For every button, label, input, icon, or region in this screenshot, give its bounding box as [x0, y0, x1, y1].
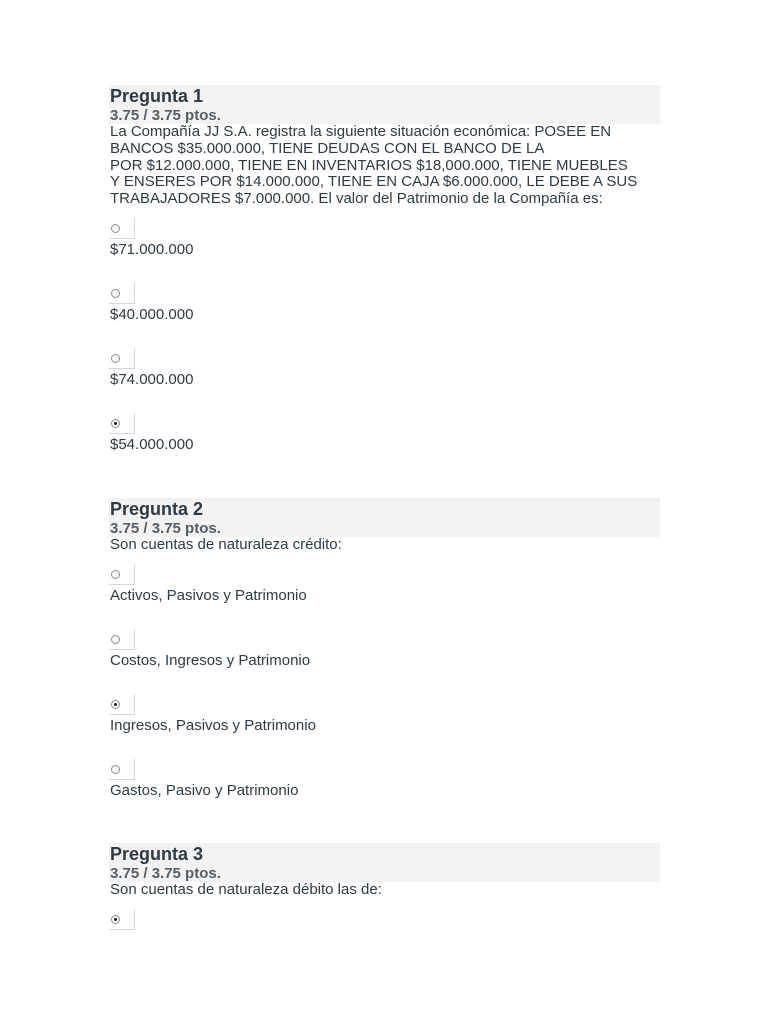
- answer-option[interactable]: [109, 218, 660, 283]
- radio-circle-icon[interactable]: [111, 765, 120, 774]
- question-3: [109, 843, 660, 974]
- radio-button[interactable]: [109, 694, 135, 715]
- answer-label: $54.000.000: [110, 435, 194, 453]
- question-text: La Compañía JJ S.A. registra la siguiente situación económica: POSEE EN BANCOS $35.000.000, TIENE DEUDAS CON EL BANCO DE LA POR $12.000.000, TIENE EN INVENTARIOS $18,000.000, TIENE MUEBLES Y ENSERES POR $14.000.000, TIENE EN CAJA $6.000.000, LE DEBE A SUS TRABAJADORES $7.000.000. El valor del Patrimonio de la Compañía es:: [110, 123, 638, 208]
- radio-checked-icon[interactable]: [111, 700, 120, 709]
- answer-option[interactable]: [109, 564, 660, 629]
- answer-option[interactable]: [109, 283, 660, 348]
- radio-button[interactable]: [109, 629, 135, 650]
- question-text: Son cuentas de naturaleza crédito:: [110, 536, 342, 553]
- answer-option-selected[interactable]: [109, 413, 660, 478]
- answer-option[interactable]: [109, 629, 660, 694]
- radio-button[interactable]: [109, 909, 135, 930]
- answer-option[interactable]: [109, 348, 660, 413]
- radio-button[interactable]: [109, 759, 135, 780]
- radio-button[interactable]: [109, 283, 135, 304]
- radio-button[interactable]: [109, 348, 135, 369]
- answer-label: Costos, Ingresos y Patrimonio: [110, 651, 311, 669]
- answer-label: $71.000.000: [110, 240, 194, 258]
- radio-button[interactable]: [109, 413, 135, 434]
- answer-label: Activos, Pasivos y Patrimonio: [110, 586, 307, 604]
- answer-label: $40.000.000: [110, 305, 194, 323]
- question-score: 3.75 / 3.75 ptos.: [110, 865, 221, 882]
- question-2: [109, 498, 660, 824]
- question-score: 3.75 / 3.75 ptos.: [110, 520, 221, 537]
- answer-option[interactable]: [109, 759, 660, 824]
- question-score: 3.75 / 3.75 ptos.: [110, 107, 221, 124]
- question-title: Pregunta 3: [110, 844, 204, 864]
- answer-label: $74.000.000: [110, 370, 194, 388]
- radio-circle-icon[interactable]: [111, 354, 120, 363]
- radio-circle-icon[interactable]: [111, 635, 120, 644]
- question-header: [109, 498, 660, 537]
- radio-circle-icon[interactable]: [111, 224, 120, 233]
- radio-circle-icon[interactable]: [111, 570, 120, 579]
- radio-checked-icon[interactable]: [111, 419, 120, 428]
- radio-button[interactable]: [109, 218, 135, 239]
- answer-option-selected[interactable]: [109, 694, 660, 759]
- question-title: Pregunta 2: [110, 499, 204, 519]
- answer-label: Gastos, Pasivo y Patrimonio: [110, 781, 299, 799]
- answer-label: Ingresos, Pasivos y Patrimonio: [110, 716, 316, 734]
- question-header: [109, 85, 660, 124]
- radio-circle-icon[interactable]: [111, 289, 120, 298]
- question-header: [109, 843, 660, 882]
- radio-button[interactable]: [109, 564, 135, 585]
- question-text: Son cuentas de naturaleza débito las de:: [110, 881, 382, 898]
- radio-checked-icon[interactable]: [111, 915, 120, 924]
- question-1: [109, 85, 660, 478]
- answer-option-selected[interactable]: [109, 909, 660, 974]
- question-title: Pregunta 1: [110, 86, 204, 106]
